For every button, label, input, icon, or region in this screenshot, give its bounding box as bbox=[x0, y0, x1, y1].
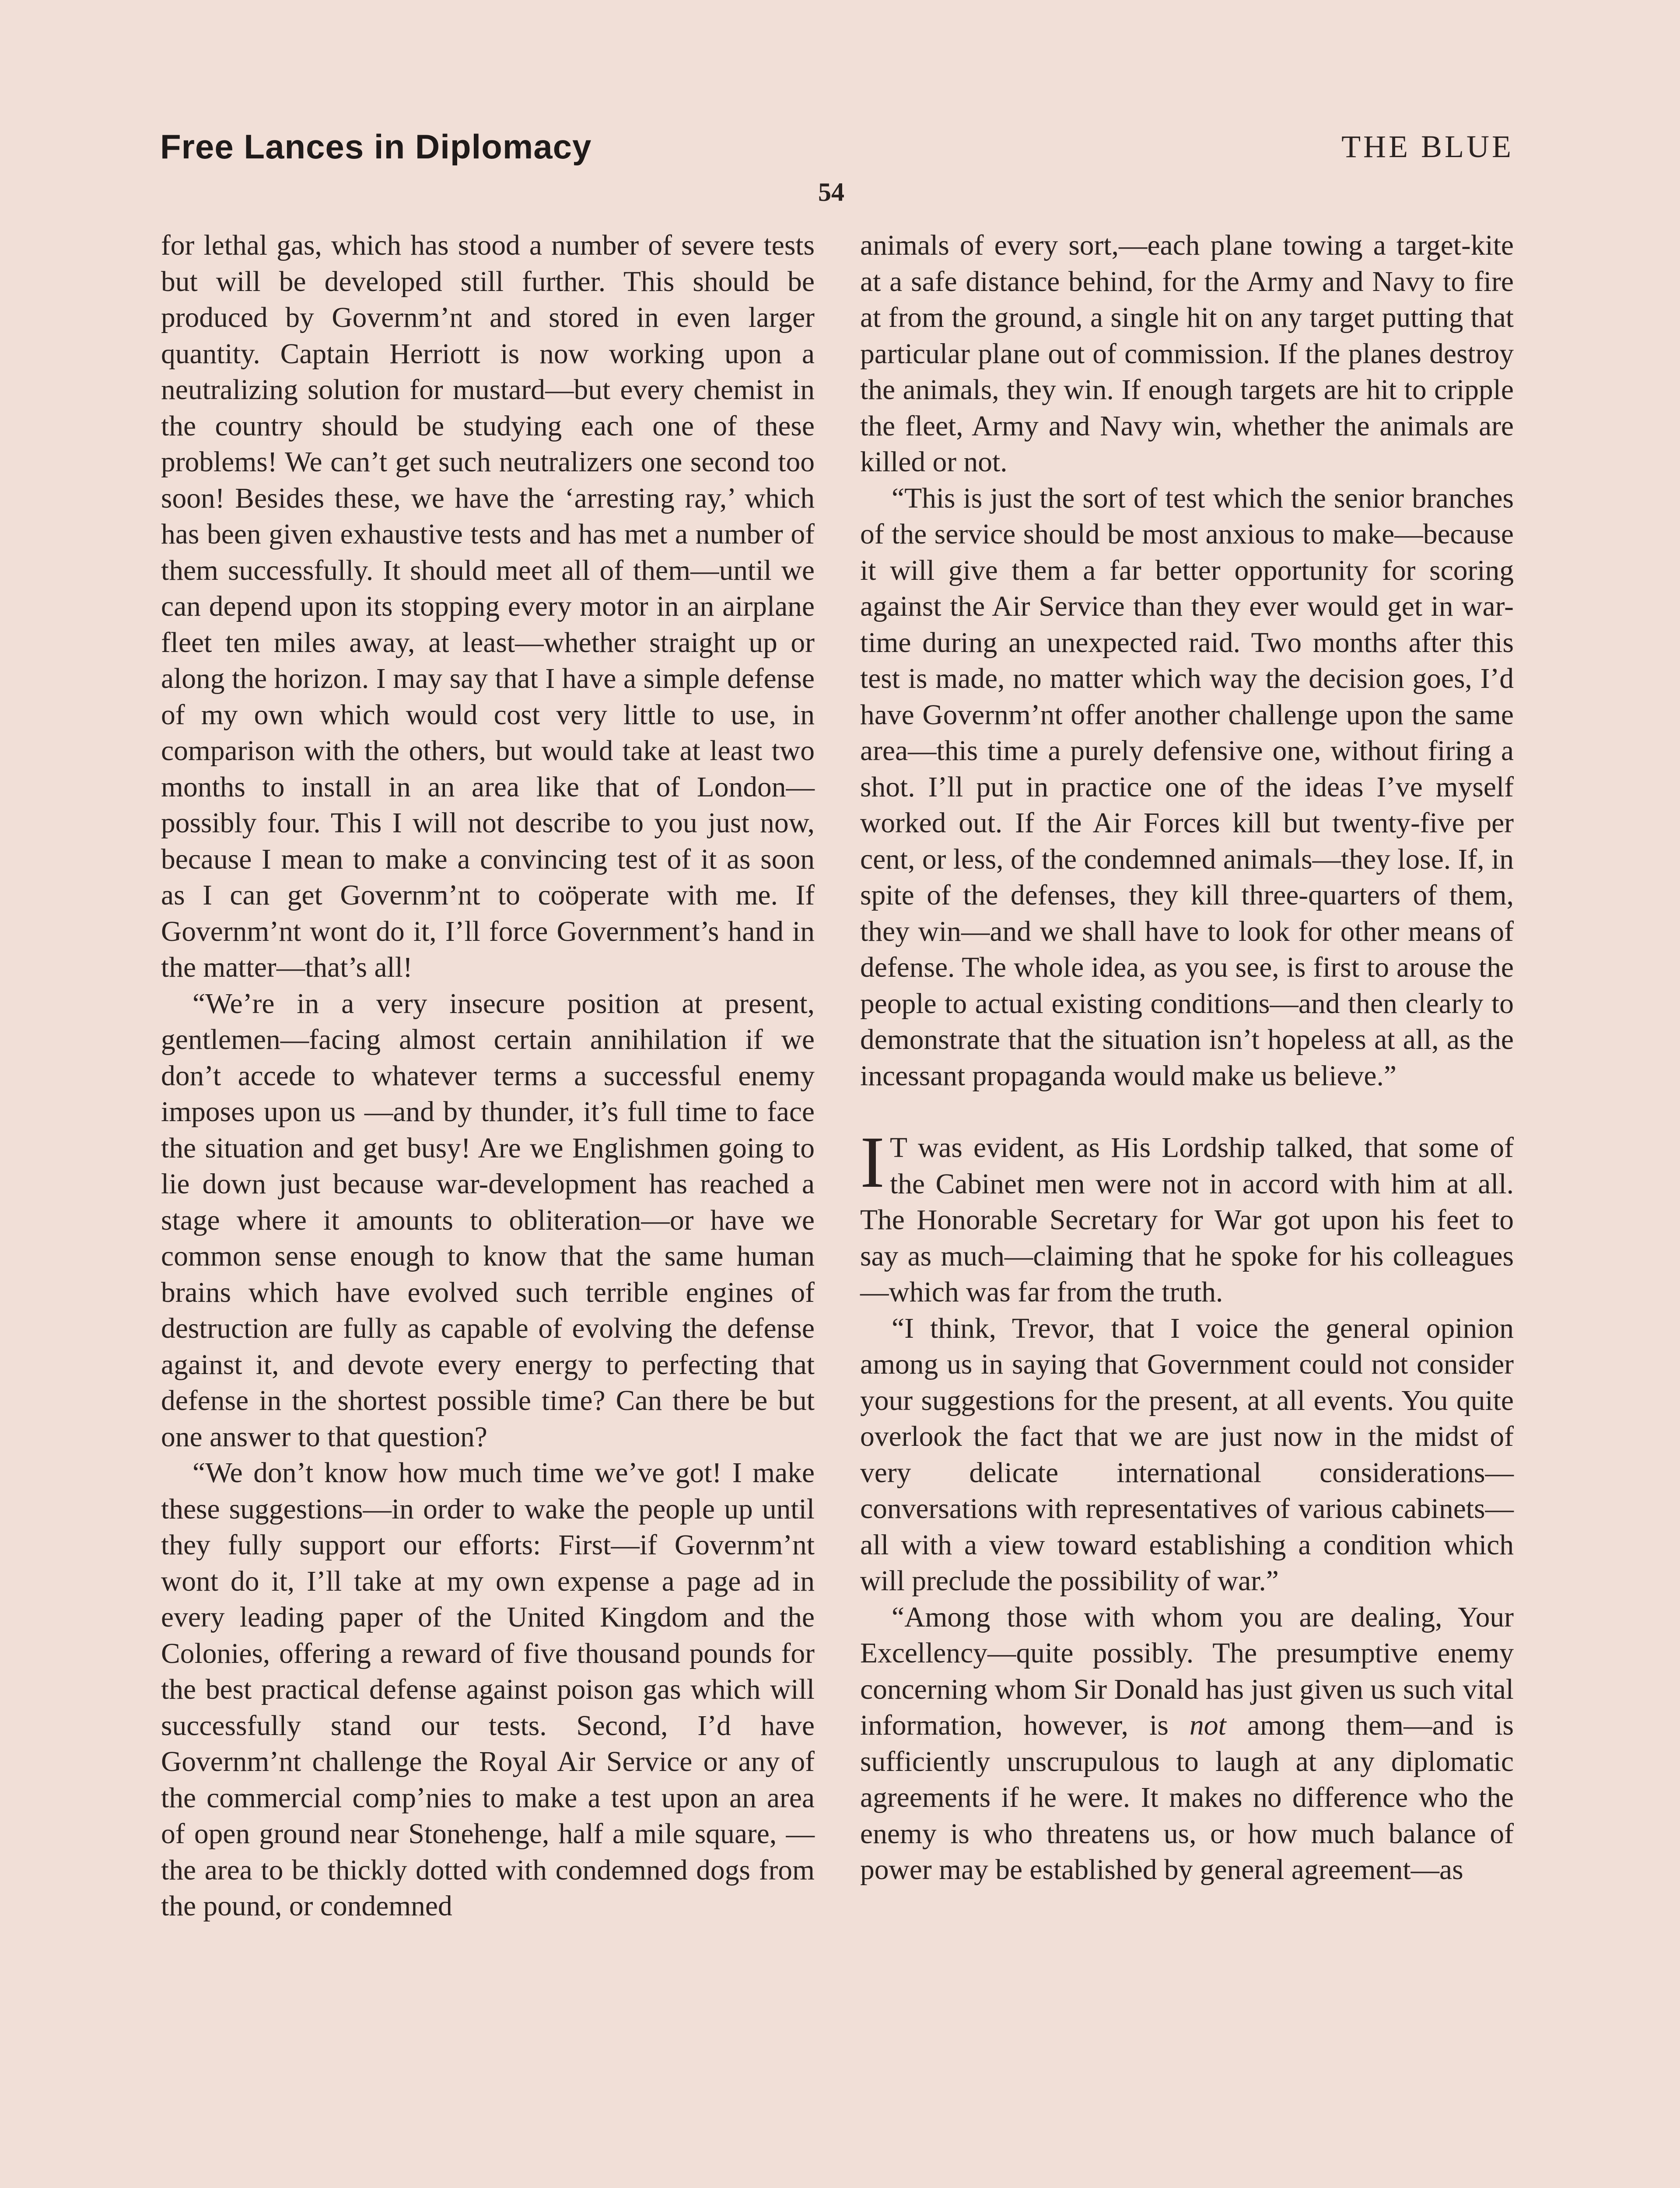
right-column bbox=[860, 228, 1514, 1888]
paragraph-text: “Among those with whom you are dealing, Your Excellency—quite possibly. The presumptive enemy concerning whom Sir Donald has just given us such vital information, however, is bbox=[860, 1601, 1514, 1741]
paragraph bbox=[860, 1599, 1514, 1888]
paragraph: “I think, Trevor, that I voice the general opinion among us in saying that Government could not consider your suggestions for the present, at all events. You quite overlook the fact that we are just now in the midst of very delicate international considerations—conversations with representatives of various cabinets—all with a view toward establishing a condition which will preclude the possibility of war.” bbox=[860, 1312, 1514, 1597]
paragraph: “This is just the sort of test which the senior branches of the service should be most anxious to make—because it will give them a far better opportunity for scoring against the Air Service than they ever would get in war-time during an unexpected raid. Two months after this test is made, no matter which way the decision goes, I’d have Governm’nt offer another challenge upon the same area—this time a purely defensive one, without firing a shot. I’ll put in practice one of the ideas I’ve myself worked out. If the Air Forces kill but twenty-five per cent, or less, of the condemned animals—they lose. If, in spite of the defenses, they kill three-quarters of them, they win—and we shall have to look for other means of defense. The whole idea, as you see, is first to arouse the people to actual existing conditions—and then clearly to demonstrate that the situation isn’t hopeless at all, as the incessant propaganda would make us believe.” bbox=[860, 482, 1514, 1092]
magazine-title: THE BLUE bbox=[1341, 129, 1514, 164]
emphasis: not bbox=[1189, 1710, 1226, 1741]
paragraph-text: T was evident, as His Lordship talked, that some of the Cabinet men were not in accord with him at all. The Honorable Secretary for War got upon his feet to say as much—claiming that he spoke for his colleagues—which was far from the truth. bbox=[860, 1132, 1514, 1308]
paragraph: “We’re in a very insecure position at present, gentlemen—facing almost certain annihilation if we don’t accede to whatever terms a successful enemy imposes upon us —and by thunder, it’s full time to face the situation and get busy! Are we Englishmen going to lie down just because war-development has reached a stage where it amounts to obliteration—or have we common sense enough to know that the same human brains which have evolved such terrible engines of destruction are fully as capable of evolving the defense against it, and devote every energy to perfecting that defense in the shortest possible time? Can there be but one answer to that question? bbox=[161, 988, 815, 1453]
paragraph: “We don’t know how much time we’ve got! I make these suggestions—in order to wake the people up until they fully support our efforts: First—if Governm’nt wont do it, I’ll take at my own expense a page ad in every leading paper of the United Kingdom and the Colonies, offering a reward of five thousand pounds for the best practical defense against poison gas which will successfully stand our tests. Second, I’d have Governm’nt challenge the Royal Air Service or any of the commercial comp’nies to make a test upon an area of open ground near Stonehenge, half a mile square, —the area to be thickly dotted with condemned dogs from the pound, or condemned bbox=[161, 1457, 815, 1922]
story-title: Free Lances in Diplomacy bbox=[160, 127, 592, 166]
paragraph: animals of every sort,—each plane towing a target-kite at a safe distance behind, for the Army and Navy to fire at from the ground, a single hit on any target putting that particular plane out of commission. If the planes destroy the animals, they win. If enough targets are hit to cripple the fleet, Army and Navy win, whether the animals are killed or not. bbox=[860, 230, 1514, 478]
drop-cap: I bbox=[860, 1122, 885, 1203]
paragraph: for lethal gas, which has stood a number of severe tests but will be developed still further. This should be produced by Governm’nt and stored in even larger quantity. Captain Herriott is now working upon a neutralizing solution for mustard—but every chemist in the country should be studying each one of these problems! We can’t get such neutralizers one second too soon! Besides these, we have the ‘arresting ray,’ which has been given exhaustive tests and has met a number of them successfully. It should meet all of them—until we can depend upon its stopping every motor in an airplane fleet ten miles away, at least—whether straight up or along the horizon. I may say that I have a simple defense of my own which would cost very little to use, in comparison with the others, but would take at least two months to install in an area like that of London—possibly four. This I will not describe to you just now, because I mean to make a convincing test of it as soon as I can get Governm’nt to coöperate with me. If Governm’nt wont do it, I’ll force Government’s hand in the matter—that’s all! bbox=[161, 230, 815, 983]
left-column bbox=[161, 228, 815, 1925]
page-number: 54 bbox=[818, 178, 844, 207]
paragraph-text: among them—and is sufficiently unscrupulous to laugh at any diplomatic agreements if he were. It makes no difference who the enemy is who threatens us, or how much balance of power may be established by general agreement—as bbox=[860, 1710, 1514, 1886]
section-start-paragraph bbox=[860, 1122, 1514, 1311]
